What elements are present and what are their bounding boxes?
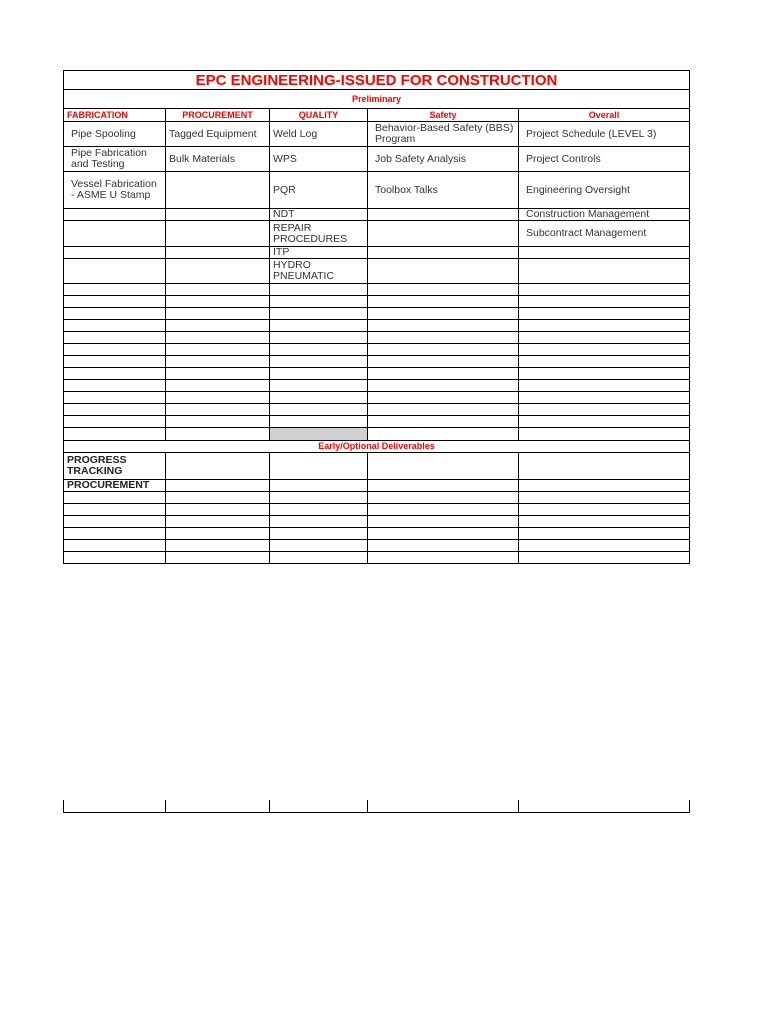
empty-row	[64, 320, 690, 332]
cell-quality: PQR	[270, 172, 368, 209]
cell-quality: WPS	[270, 147, 368, 172]
empty-row	[64, 516, 690, 528]
cell-quality: ITP	[270, 247, 368, 259]
cell-safety	[368, 247, 519, 259]
table-row	[64, 122, 690, 147]
empty-row	[64, 504, 690, 516]
cell-safety	[368, 221, 519, 247]
empty-row	[64, 552, 690, 564]
cell-overall: Engineering Oversight	[519, 172, 690, 209]
cell-quality: HYDRO PNEUMATIC	[270, 259, 368, 284]
empty-row	[64, 800, 690, 812]
header-fabrication: FABRICATION	[64, 109, 166, 122]
cell-safety: Job Safety Analysis	[368, 147, 519, 172]
epc-sheet-table	[63, 70, 690, 564]
cell-fabrication: Vessel Fabrication - ASME U Stamp	[64, 172, 166, 209]
empty-row	[64, 380, 690, 392]
row-progress-tracking: PROGRESS TRACKING	[64, 453, 166, 480]
table-row	[64, 480, 690, 492]
cell-overall	[519, 247, 690, 259]
cell-procurement	[166, 172, 270, 209]
section-early-optional: Early/Optional Deliverables	[64, 441, 690, 453]
cell-fabrication: Pipe Spooling	[64, 122, 166, 147]
cell-procurement	[166, 259, 270, 284]
cell-overall: Project Schedule (LEVEL 3)	[519, 122, 690, 147]
empty-row	[64, 332, 690, 344]
empty-row	[64, 368, 690, 380]
cell-overall: Construction Management	[519, 209, 690, 221]
cell-fabrication	[64, 259, 166, 284]
cell-fabrication: Pipe Fabrication and Testing	[64, 147, 166, 172]
cell-quality: Weld Log	[270, 122, 368, 147]
cell-safety	[368, 259, 519, 284]
cell-fabrication	[64, 209, 166, 221]
table-row	[64, 453, 690, 480]
empty-row	[64, 356, 690, 368]
lower-fragment-table	[63, 800, 690, 813]
section-preliminary: Preliminary	[64, 90, 690, 109]
table-row	[64, 247, 690, 259]
table-row	[64, 209, 690, 221]
empty-row	[64, 492, 690, 504]
empty-row	[64, 416, 690, 428]
table-row	[64, 172, 690, 209]
cell-safety	[368, 209, 519, 221]
cell-overall	[519, 259, 690, 284]
table-row	[64, 259, 690, 284]
header-safety: Safety	[368, 109, 519, 122]
empty-row	[64, 428, 690, 441]
empty-row	[64, 392, 690, 404]
cell-fabrication	[64, 247, 166, 259]
row-procurement: PROCUREMENT	[64, 480, 166, 492]
cell-procurement	[166, 209, 270, 221]
cell-safety: Behavior-Based Safety (BBS) Program	[368, 122, 519, 147]
table-row	[64, 147, 690, 172]
cell-procurement	[166, 247, 270, 259]
empty-row	[64, 528, 690, 540]
empty-row	[64, 540, 690, 552]
sheet-title: EPC ENGINEERING-ISSUED FOR CONSTRUCTION	[64, 71, 690, 90]
empty-row	[64, 308, 690, 320]
empty-row	[64, 404, 690, 416]
header-quality: QUALITY	[270, 109, 368, 122]
empty-row	[64, 344, 690, 356]
table-row	[64, 221, 690, 247]
cell-procurement: Tagged Equipment	[166, 122, 270, 147]
gray-cell	[270, 428, 368, 441]
cell-fabrication	[64, 221, 166, 247]
cell-quality: NDT	[270, 209, 368, 221]
cell-overall: Subcontract Management	[519, 221, 690, 247]
cell-overall: Project Controls	[519, 147, 690, 172]
empty-row	[64, 284, 690, 296]
cell-procurement	[166, 221, 270, 247]
empty-row	[64, 296, 690, 308]
header-row	[64, 109, 690, 122]
cell-quality: REPAIR PROCEDURES	[270, 221, 368, 247]
header-overall: Overall	[519, 109, 690, 122]
cell-procurement: Bulk Materials	[166, 147, 270, 172]
cell-safety: Toolbox Talks	[368, 172, 519, 209]
header-procurement: PROCUREMENT	[166, 109, 270, 122]
